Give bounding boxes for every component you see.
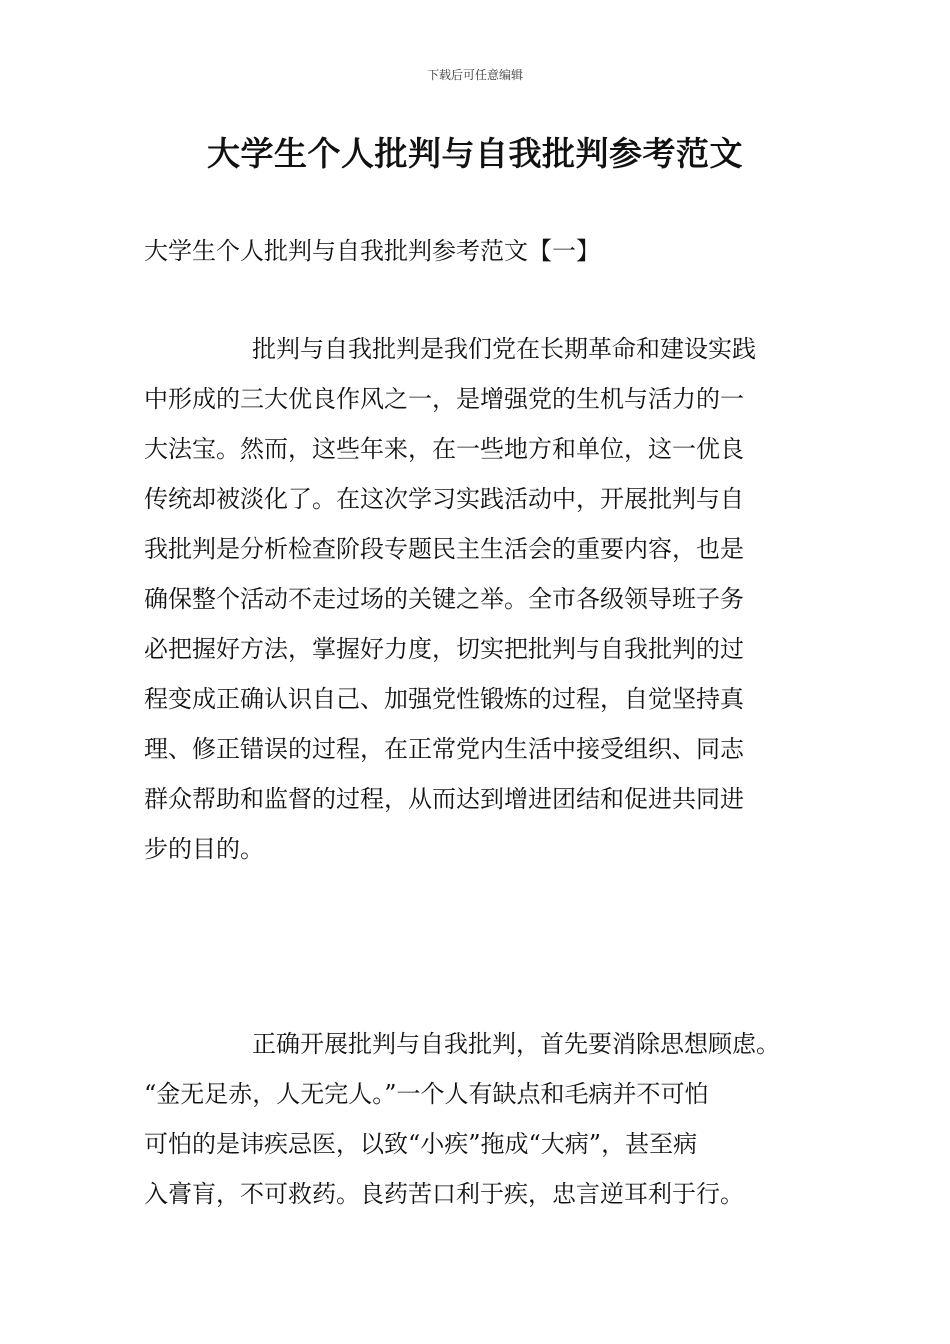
paragraph-2 bbox=[144, 1019, 844, 1219]
paragraph-line: 群众帮助和监督的过程，从而达到增进团结和促进共同进 bbox=[144, 785, 744, 813]
paragraph-line: 程变成正确认识自己、加强党性锻炼的过程，自觉坚持真 bbox=[144, 685, 744, 713]
paragraph-line: 入膏肓，不可救药。良药苦口利于疾，忠言逆耳利于行。 bbox=[144, 1180, 744, 1208]
paragraph-line: “金无足赤，人无完人。”一个人有缺点和毛病并不可怕 bbox=[144, 1080, 709, 1108]
paragraph-line: 必把握好方法，掌握好力度，切实把批判与自我批判的过 bbox=[144, 635, 744, 663]
paragraph-line: 理、修正错误的过程，在正常党内生活中接受组织、同志 bbox=[144, 735, 744, 763]
paragraph-line: 批判与自我批判是我们党在长期革命和建设实践 bbox=[252, 335, 756, 363]
paragraph-line: 大法宝。然而，这些年来，在一些地方和单位，这一优良 bbox=[144, 435, 744, 463]
paragraph-line: 我批判是分析检查阶段专题民主生活会的重要内容，也是 bbox=[144, 535, 744, 563]
paragraph-1 bbox=[144, 324, 844, 874]
paragraph-line: 正确开展批判与自我批判，首先要消除思想顾虑。 bbox=[252, 1030, 780, 1058]
paragraph-line: 确保整个活动不走过场的关键之举。全市各级领导班子务 bbox=[144, 585, 744, 613]
section-heading: 大学生个人批判与自我批判参考范文【一】 bbox=[144, 237, 600, 265]
paragraph-line: 传统却被淡化了。在这次学习实践活动中，开展批判与自 bbox=[144, 485, 744, 513]
paragraph-line: 步的目的。 bbox=[144, 835, 264, 863]
header-note: 下载后可任意编辑 bbox=[426, 68, 523, 82]
document-title: 大学生个人批判与自我批判参考范文 bbox=[207, 134, 743, 173]
paragraph-line: 中形成的三大优良作风之一，是增强党的生机与活力的一 bbox=[144, 385, 744, 413]
paragraph-line: 可怕的是讳疾忌医，以致“小疾”拖成“大病”，甚至病 bbox=[144, 1130, 698, 1158]
